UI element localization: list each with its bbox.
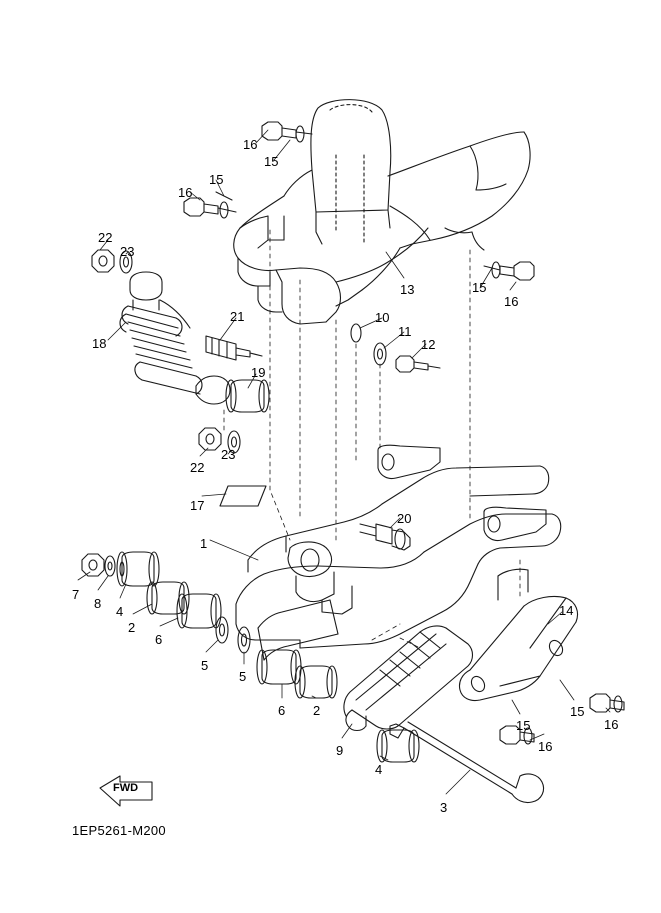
callout-number: 4 xyxy=(375,762,383,777)
callout-number: 18 xyxy=(92,336,107,351)
callout-number: 14 xyxy=(559,603,574,618)
callout-number: 12 xyxy=(421,337,436,352)
callout-number: 22 xyxy=(190,460,205,475)
callout-number: 22 xyxy=(98,230,113,245)
callout-number: 8 xyxy=(94,596,102,611)
callout-number: 10 xyxy=(375,310,390,325)
callout-number: 17 xyxy=(190,498,205,513)
callout-number: 6 xyxy=(155,632,163,647)
callout-number: 15 xyxy=(264,154,279,169)
callout-number: 16 xyxy=(243,137,258,152)
callout-number: 4 xyxy=(116,604,124,619)
callout-number: 3 xyxy=(440,800,448,815)
callout-number: 16 xyxy=(504,294,519,309)
fwd-direction-label: FWD xyxy=(113,782,139,794)
callout-number: 15 xyxy=(516,718,531,733)
callout-number: 6 xyxy=(278,703,286,718)
callout-number: 2 xyxy=(313,703,321,718)
callout-number: 16 xyxy=(178,185,193,200)
callout-number: 13 xyxy=(400,282,415,297)
callout-number: 15 xyxy=(209,172,224,187)
callout-number: 16 xyxy=(604,717,619,732)
callout-number: 2 xyxy=(128,620,136,635)
callout-number: 21 xyxy=(230,309,245,324)
callout-number: 20 xyxy=(397,511,412,526)
callout-number: 15 xyxy=(472,280,487,295)
callout-number: 19 xyxy=(251,365,266,380)
callout-number: 7 xyxy=(72,587,80,602)
callout-number: 9 xyxy=(336,743,344,758)
callout-number: 23 xyxy=(221,447,236,462)
callout-number: 5 xyxy=(201,658,209,673)
part-number-label: 1EP5261-M200 xyxy=(72,823,166,838)
callout-number: 16 xyxy=(538,739,553,754)
callout-number: 5 xyxy=(239,669,247,684)
callout-number: 11 xyxy=(398,324,412,339)
callout-number: 23 xyxy=(120,244,135,259)
callout-number: 15 xyxy=(570,704,585,719)
callout-number: 1 xyxy=(200,536,208,551)
